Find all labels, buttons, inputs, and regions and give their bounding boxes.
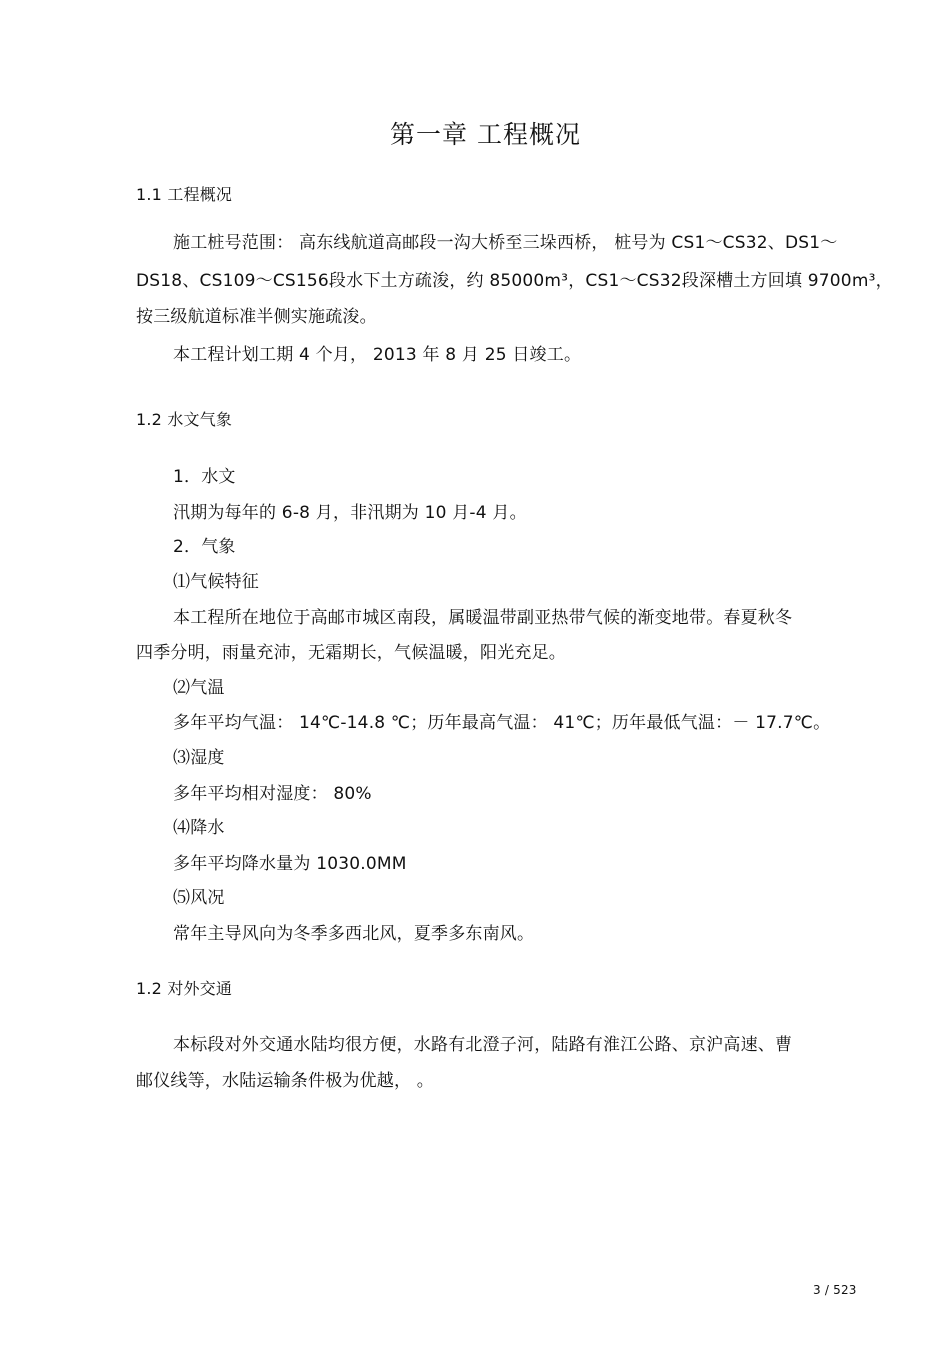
subsection-title: 2．气象 [173,537,236,557]
paragraph-line: 多年平均降水量为 1030.0MM [173,854,407,874]
paragraph-line: 常年主导风向为冬季多西北风，夏季多东南风。 [173,924,535,944]
paragraph-line: 施工桩号范围： 高东线航道高邮段一沟大桥至三垛西桥， 桩号为 CS1～CS32、DS1～ [173,233,838,253]
paragraph-line: 四季分明，雨量充沛，无霜期长，气候温暖，阳光充足。 [136,643,566,663]
paragraph-line: 本工程计划工期 4 个月， 2013 年 8 月 25 日竣工。 [173,345,582,365]
paragraph-line: 多年平均气温： 14℃-14.8 ℃；历年最高气温： 41℃；历年最低气温：－ 17.7℃。 [173,713,831,733]
item-title: ⑶湿度 [173,748,225,768]
page-number: 3 / 523 [813,1283,857,1297]
section-1-2-heading: 1.2 水文气象 [136,410,233,429]
item-title: ⑵气温 [173,678,225,698]
paragraph-line: 按三级航道标准半侧实施疏浚。 [136,307,377,327]
paragraph-line: 本标段对外交通水陆均很方便，水路有北澄子河，陆路有淮江公路、京沪高速、曹 [173,1035,793,1055]
chapter-title: 第一章 工程概况 [390,120,581,149]
item-title: ⑴气候特征 [173,572,259,592]
paragraph-line: 多年平均相对湿度： 80% [173,784,372,804]
section-1-1-heading: 1.1 工程概况 [136,185,233,204]
paragraph-line: DS18、CS109～CS156段水下土方疏浚，约 85000m³，CS1～CS32段深槽土方回填 9700m³， [136,271,893,291]
item-title: ⑸风况 [173,888,225,908]
item-title: ⑷降水 [173,818,225,838]
paragraph-line: 邮仪线等，水陆运输条件极为优越， 。 [136,1071,435,1091]
paragraph-line: 本工程所在地位于高邮市城区南段，属暖温带副亚热带气候的渐变地带。春夏秋冬 [173,608,793,628]
section-1-3-heading: 1.2 对外交通 [136,979,233,998]
paragraph-line: 汛期为每年的 6-8 月，非汛期为 10 月-4 月。 [173,503,527,523]
subsection-title: 1．水文 [173,467,236,487]
